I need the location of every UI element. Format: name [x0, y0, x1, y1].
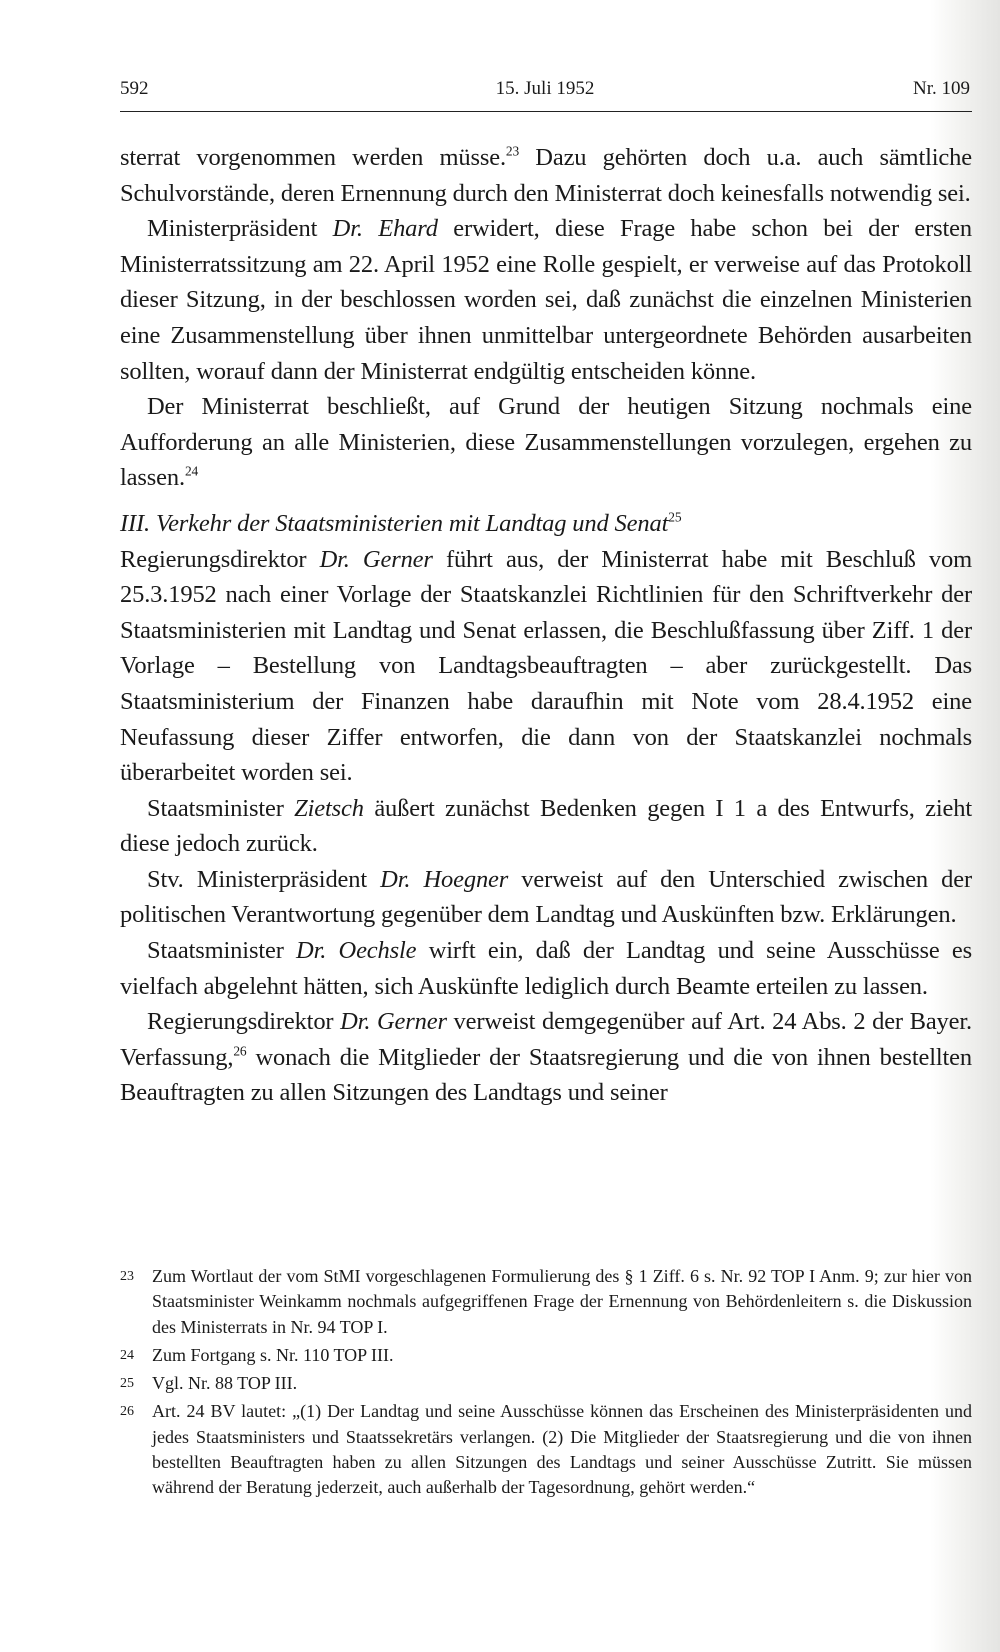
paragraph-4: Regierungsdirektor Dr. Gerner führt aus, der Ministerrat habe mit Beschluß vom 25.3.1952 nach einer Vorlage der Staatskanzlei Richtlinien für den Schriftverkehr der Staatsministerien mit Landtag und Senat erlassen, die Beschlußfassung über Ziff. 1 der Vorlage – Bestellung von Landtagsbeauftragten – aber zurückgestellt. Das Staatsministerium der Finanzen habe daraufhin mit Note vom 28.4.1952 eine Neufassung dieser Ziffer entworfen, die dann von der Staatskanzlei nochmals überarbeitet worden sei.	[120, 545, 972, 787]
paragraph-1: sterrat vorgenommen werden müsse.$^{23}$ Dazu gehörten doch u.a. auch sämtliche Schulvorstände, deren Ernennung durch den Ministerrat doch keinesfalls notwendig sei.	[120, 143, 972, 207]
speaker-name: Dr. Ehard	[332, 215, 438, 243]
paragraph-7: Staatsminister Dr. Oechsle wirft ein, daß der Landtag und seine Ausschüsse es vielfach abgelehnt hätten, sich Auskünfte lediglich durch Beamte erteilen zu lassen.	[120, 937, 972, 1000]
footnote-26: 26 Art. 24 BV lautet: „(1) Der Landtag und seine Ausschüsse können das Erscheinen des Ministerpräsidenten und jedes Staatsministers und Staatssekretärs verlangen. (2) Die Mitglieder der Staatsregierung und die von ihnen bestellten Beauftragten haben zu allen Sitzungen des Landtags und seiner Ausschüsse Zutritt. Sie müssen während der Beratung jederzeit, auch außerhalb der Tagesordnung, gehört werden.“	[120, 1401, 972, 1498]
paragraph-2: Ministerpräsident Dr. Ehard erwidert, diese Frage habe schon bei der ersten Ministerratssitzung am 22. April 1952 eine Rolle gespielt, er verweise auf das Protokoll dieser Sitzung, in der beschlossen worden sei, daß zunächst die einzelnen Ministerien eine Zusammenstellung über ihnen unmittelbar untergeordnete Behörden ausarbeiten sollten, worauf dann der Ministerrat endgültig entscheiden könne.	[120, 215, 972, 385]
speaker-name: Zietsch	[294, 794, 364, 822]
footnote-ref-24: 24	[184, 463, 199, 479]
footnotes	[120, 1264, 972, 1504]
body-text	[120, 140, 972, 1111]
header-date: 15. Juli 1952	[495, 78, 595, 99]
issue-number: Nr. 109	[913, 78, 970, 99]
footnote-ref-23: 23	[505, 143, 520, 159]
footnote-25: 25 Vgl. Nr. 88 TOP III.	[120, 1373, 298, 1394]
speaker-name: Dr. Gerner	[319, 545, 433, 573]
speaker-name: Dr. Oechsle	[296, 937, 417, 965]
speaker-name: Dr. Hoegner	[380, 865, 509, 893]
running-header	[120, 78, 970, 108]
footnote-24: 24 Zum Fortgang s. Nr. 110 TOP III.	[120, 1344, 394, 1365]
speaker-name: Dr. Gerner	[340, 1008, 447, 1036]
footnote-ref-25: 25	[668, 509, 682, 525]
paragraph-3: Der Ministerrat beschließt, auf Grund der heutigen Sitzung nochmals eine Aufforderung an alle Ministerien, diese Zusammenstellungen vorzulegen, ergehen zu lassen.$^{24}$	[120, 393, 972, 492]
paragraph-6: Stv. Ministerpräsident Dr. Hoegner verweist auf den Unterschied zwischen der politischen Verantwortung gegenüber dem Landtag und Auskünften bzw. Erklärungen.	[120, 865, 972, 929]
header-rule	[120, 111, 972, 112]
footnote-23: 23 Zum Wortlaut der vom StMI vorgeschlagenen Formulierung des § 1 Ziff. 6 s. Nr. 92 TOP I Anm. 9; zur hier von Staatsminister Weinkamm nochmals aufgegriffenen Frage der Ernennung von Behördenleitern s. die Diskussion des Ministerrats in Nr. 94 TOP I.	[120, 1266, 972, 1337]
paragraph-5: Staatsminister Zietsch äußert zunächst Bedenken gegen I 1 a des Entwurfs, zieht diese jedoch zurück.	[120, 794, 972, 858]
section-heading: III. Verkehr der Staatsministerien mit Landtag und Senat$^{25}$	[120, 509, 682, 537]
footnote-ref-26: 26	[233, 1043, 247, 1059]
paragraph-8: Regierungsdirektor Dr. Gerner verweist demgegenüber auf Art. 24 Abs. 2 der Bayer. Verfassung,$^{26}$ wonach die Mitglieder der Staatsregierung und die von ihnen bestellten Beauftragten zu allen Sitzungen des Landtags und seiner	[120, 1008, 972, 1107]
page-number: 592	[120, 78, 149, 99]
